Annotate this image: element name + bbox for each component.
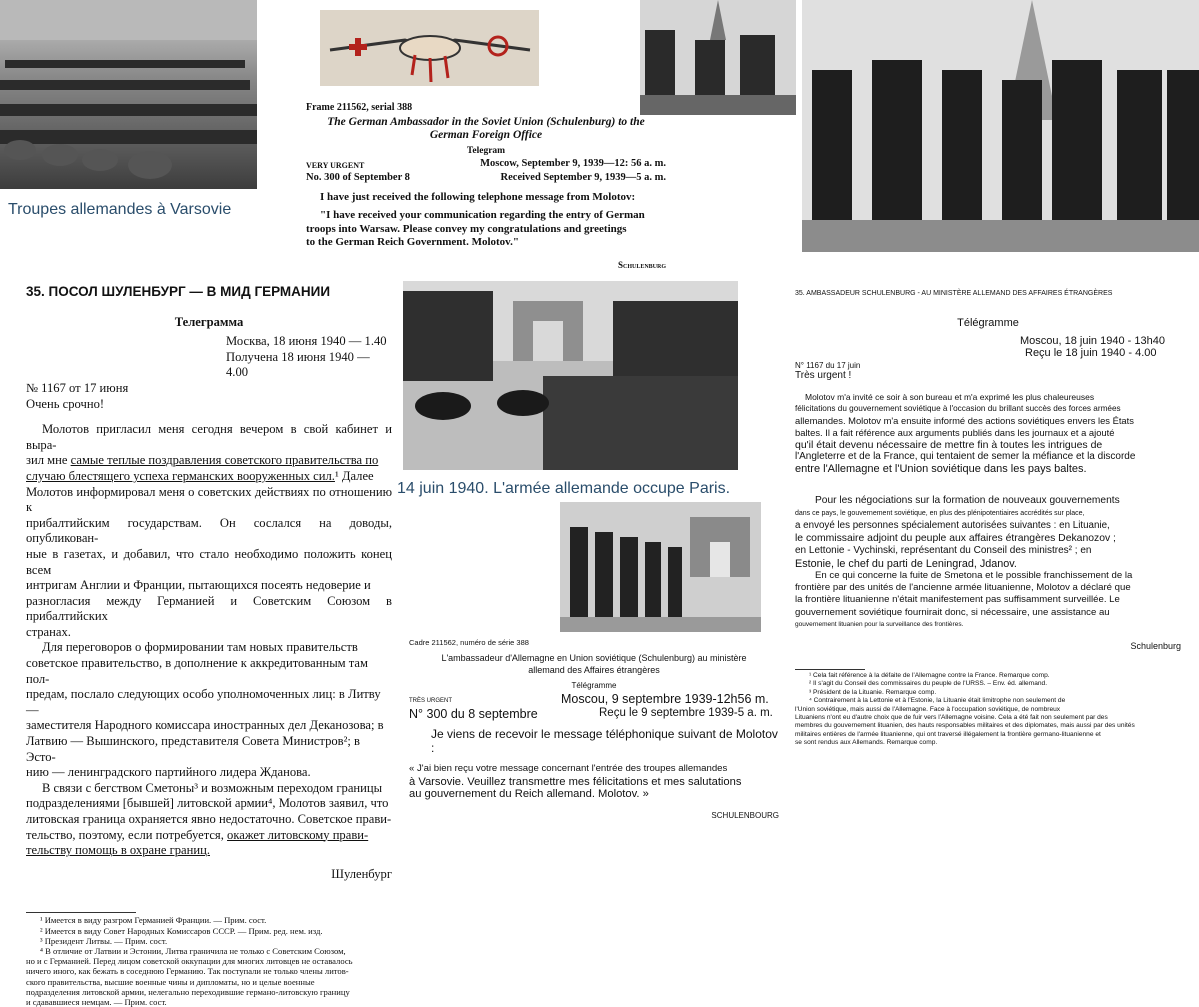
- urgency: TRÈS URGENT: [409, 698, 453, 704]
- message-number: N° 300 du 8 septembre: [409, 707, 538, 721]
- text-line: [26, 469, 392, 485]
- footnote: ³ Президент Литвы. — Прим. сост.: [40, 935, 168, 946]
- telegram-1940-fr: [795, 290, 1181, 748]
- text-line: la frontière lituanienne n'était manifestement pas suffisamment surveillée. Le: [795, 594, 1120, 606]
- urgency: Très urgent !: [795, 370, 852, 381]
- intro: Je viens de recevoir le message téléphonique suivant de Molotov :: [431, 727, 778, 755]
- telegram-type: Телеграмма: [174, 314, 244, 329]
- quote-line: au gouvernement du Reich allemand. Molotov. »: [409, 788, 649, 800]
- heading: 35. ПОСОЛ ШУЛЕНБУРГ — В МИД ГЕРМАНИИ: [26, 284, 331, 299]
- text-line: a envoyé les personnes spécialement autorisées suivantes : en Lituanie,: [795, 520, 1110, 531]
- telegram-header-block: [306, 158, 666, 188]
- footnote: ¹ Имеется в виду разгром Германией Франции. — Прим. сост.: [40, 915, 267, 926]
- footnote: se sont rendus aux Allemands. Remarque comp.: [795, 739, 938, 747]
- intro: I have just received the following telephone message from Molotov:: [320, 191, 636, 203]
- signature: SCHULENBOURG: [711, 810, 779, 820]
- sent-date: Moscow, September 9, 1939—12: 56 a. m.: [480, 158, 666, 169]
- telegram-type: Télégramme: [957, 317, 1019, 329]
- message-number: No. 300 of September 8: [306, 172, 410, 183]
- telegram-type: Télégramme: [571, 681, 617, 690]
- signature: Schulenburg: [617, 259, 666, 270]
- received-date: Received September 9, 1939—5 a. m.: [500, 172, 666, 183]
- footnote: ского правительства, высшие военные чины и дипломаты, но и целые военные: [26, 976, 315, 987]
- message-number: № 1167 от 17 июня: [26, 380, 129, 395]
- paragraph-1: [795, 391, 1181, 475]
- telegram-1940-ru: [26, 284, 392, 1007]
- received-date: Reçu le 18 juin 1940 - 4.00: [1025, 347, 1157, 359]
- footnote: Lituaniens n'ont eu d'autre choix que de fuir vers l'Allemagne voisine. Cela a été fait non seulement par des: [795, 714, 1108, 722]
- text-line: [26, 453, 392, 469]
- text-line: нию — ленинградского партийного лидера Жданова.: [26, 765, 311, 780]
- quote-line: "I have received your communication regarding the entry of German: [320, 209, 645, 221]
- telegram-type: Telegram: [466, 146, 506, 156]
- telegram-title: [409, 652, 779, 676]
- text-line: предам, послало следующих особо уполномоченных лиц: в Литву —: [26, 687, 381, 717]
- telegram-header-block: [409, 692, 779, 722]
- footnote: ⁴ В отличие от Латвии и Эстонии, Литва граничила не только с Советским Союзом,: [40, 945, 346, 956]
- text-line: литовская граница охраняется явно недостаточно. Советское прави-: [26, 812, 392, 826]
- frame-ref: Frame 211562, serial 388: [306, 102, 413, 113]
- paragraph-2: [795, 495, 1181, 570]
- quote-line: troops into Warsaw. Please convey my congratulations and greetings: [306, 222, 627, 235]
- urgency: VERY URGENT: [306, 161, 365, 170]
- text-line: Pour les négociations sur la formation de nouveaux gouvernements: [815, 495, 1120, 506]
- title-line: L'ambassadeur d'Allemagne en Union soviétique (Schulenburg) au ministère: [441, 653, 747, 663]
- text-line: en Lettonie - Vychinski, représentant du Conseil des ministres² ; en: [795, 545, 1092, 556]
- caption-warsaw: Troupes allemandes à Varsovie: [8, 201, 232, 218]
- footnote: ⁴ Contrairement à la Lettonie et à l'Estonie, la Lituanie était limitrophe non seulement de: [809, 697, 1066, 705]
- paragraph-1: [26, 422, 392, 640]
- text-line: заместителя Народного комиссара иностранных дел Деканозова; в: [26, 718, 384, 733]
- text-line: ные в газетах, и добавил, что стало необходимо положить конец всем: [26, 546, 392, 577]
- text-line: Для переговоров о формировании там новых правительств: [42, 640, 358, 655]
- received-date: Получена 18 июня 1940 — 4.00: [226, 349, 370, 380]
- text: тельство, поэтому, если потребуется,: [26, 827, 228, 842]
- text-line: le commissaire adjoint du peuple aux affaires étrangères Dekanozov ;: [795, 532, 1116, 544]
- photo-troops-warsaw: [0, 0, 257, 189]
- text-line: [26, 828, 392, 844]
- telegram-1939-fr: [409, 638, 779, 820]
- text-line: В связи с бегством Сметоны³ и возможным переходом границы: [42, 780, 383, 795]
- title-line: German Foreign Office: [429, 129, 543, 141]
- photo-arc-march: [560, 502, 761, 632]
- footnote-divider: [26, 912, 136, 913]
- telegram-1939-en: [306, 102, 666, 270]
- footnote: ² Il s'agit du Conseil des commissaires du peuple de l'URSS. – Env. éd. allemand.: [809, 680, 1048, 688]
- sent-date: Москва, 18 июня 1940 — 1.40: [226, 334, 387, 349]
- underlined-assistance-end: тельству помощь в охране границ.: [26, 843, 210, 858]
- paragraph-2: [26, 640, 392, 780]
- text-line: gouvernement soviétique fournirait donc, si nécessaire, une assistance au: [795, 606, 1110, 618]
- text: зил мне: [26, 453, 71, 468]
- footnote: militaires entières de l'armée lituanienne, qui ont traversé illégalement la frontière germano-lituanienne et: [795, 730, 1101, 738]
- telegram-title: [306, 116, 666, 142]
- text-line: разногласия между Германией и Советским Союзом в прибалтийских: [26, 593, 392, 624]
- message-number: N° 1167 du 17 juin: [795, 361, 861, 370]
- text-line: l'Angleterre et de la France, qui tentaient de semer la méfiance et la discorde: [795, 451, 1136, 462]
- text-line: entre l'Allemagne et l'Union soviétique dans les pays baltes.: [795, 463, 1087, 475]
- footnote: ¹ Cela fait référence à la défaite de l'Allemagne contre la France. Remarque comp.: [809, 672, 1050, 680]
- frame-ref: Cadre 211562, numéro de série 388: [409, 638, 529, 647]
- text-line: frontière par des unités de l'ancienne armée lituanienne, Molotov a déclaré que: [795, 582, 1131, 594]
- text-line: baltes. Il a fait référence aux arguments publiés dans les journaux et a ajouté: [795, 427, 1115, 438]
- photo-officers-eiffel-small: [640, 0, 796, 115]
- title-line: allemand des Affaires étrangères: [528, 665, 660, 675]
- text-line: Молотов информировал меня о советских действиях по отношению к: [26, 484, 392, 515]
- text-line: Латвию — Вышинского, представителя Совета Министров²; в Эсто-: [26, 734, 360, 764]
- quote-line: à Varsovie. Veuillez transmettre mes félicitations et mes salutations: [409, 775, 742, 788]
- text-line: En ce qui concerne la fuite de Smetona et le possible franchissement de la: [815, 570, 1133, 581]
- caption-paris: 14 juin 1940. L'armée allemande occupe Paris.: [397, 480, 731, 497]
- underlined-congratulations: самые теплые поздравления советского правительства по: [70, 453, 379, 468]
- text-line: allemandes. Molotov m'a ensuite informé des actions soviétiques envers les États: [795, 415, 1134, 426]
- text: ¹ Далее: [334, 468, 374, 483]
- footnotes: [26, 915, 392, 1007]
- underlined-success: случаю блестящего успеха германских вооруженных сил.: [26, 468, 335, 483]
- text-line: интригам Англии и Франции, пытающихся посеять недоверие и: [26, 578, 371, 593]
- signature: Schulenburg: [1130, 641, 1181, 652]
- footnotes: [795, 672, 1181, 748]
- quote-line: to the German Reich Government. Molotov.": [306, 236, 519, 248]
- text-line: прибалтийским государствам. Он сослался на доводы, опубликован-: [26, 515, 392, 546]
- text-line: qu'il était devenu nécessaire de mettre fin à toutes les intrigues de: [795, 439, 1103, 451]
- heading: 35. AMBASSADEUR SCHULENBURG - AU MINISTÈRE ALLEMAND DES AFFAIRES ÉTRANGÈRES: [795, 290, 1113, 297]
- text-line: dans ce pays, le gouvernement soviétique, en plus des plénipotentiaires accrédités sur place,: [795, 509, 1085, 517]
- text-line: Estonie, le chef du parti de Leningrad, Jdanov.: [795, 557, 1017, 570]
- footnote: и сдававшиеся немцам. — Прим. сост.: [26, 997, 167, 1007]
- photo-arc-cavalry: [403, 281, 738, 470]
- quote-line: « J'ai bien reçu votre message concernant l'entrée des troupes allemandes: [409, 763, 728, 774]
- footnote: ³ Président de la Lituanie. Remarque comp.: [809, 688, 937, 696]
- text-line: Molotov m'a invité ce soir à son bureau et m'a exprimé les plus chaleureuses: [805, 392, 1095, 402]
- photo-officers-eiffel-large: [802, 0, 1199, 252]
- footnote: l'Union soviétique, mais aussi de l'Allemagne. Face à l'occupation soviétique, de nombreux: [795, 705, 1061, 713]
- text-line: Молотов пригласил меня сегодня вечером в свой кабинет и выра-: [26, 422, 392, 452]
- paragraph-3: [26, 781, 392, 859]
- footnote-divider: [795, 669, 865, 670]
- cartoon-pact-handshake: [320, 10, 539, 86]
- molotov-quote: [306, 209, 666, 250]
- underlined-assistance: окажет литовскому прави-: [227, 827, 369, 842]
- footnote: подразделения литовской армии, нелегально переходившие германо-литовскую границу: [26, 986, 350, 997]
- footnote: ² Имеется в виду Совет Народных Комиссаров СССР. — Прим. ред. нем. изд.: [40, 925, 323, 936]
- text-line: félicitations du gouvernement soviétique à l'occasion du brillant succès des forces armées: [795, 404, 1121, 413]
- received-date: Reçu le 9 septembre 1939-5 a. m.: [599, 707, 773, 719]
- title-line: The German Ambassador in the Soviet Union (Schulenburg) to the: [327, 116, 645, 128]
- text-line: странах.: [26, 624, 71, 639]
- footnote: ничего иного, как бежать в соседнюю Германию. Так поступали не только члены литов-: [26, 966, 349, 977]
- sent-date: Moscou, 9 septembre 1939-12h56 m.: [561, 692, 769, 706]
- text-line: gouvernement lituanien pour la surveillance des frontières.: [795, 620, 964, 628]
- sent-date: Moscou, 18 juin 1940 - 13h40: [1020, 335, 1165, 347]
- text-line: подразделениями [бывшей] литовской армии⁴, Молотов заявил, что: [26, 796, 389, 811]
- text-line: советское правительство, в дополнение к аккредитованным там пол-: [26, 656, 368, 686]
- footnote: но и с Германией. Перед лицом советской оккупации для многих литовцев не оставалось: [26, 956, 353, 967]
- footnote: membres du gouvernement lituanien, des hauts responsables militaires et des diplomates, mais aussi par des unités: [795, 722, 1135, 730]
- signature: Шуленбург: [331, 866, 392, 881]
- paragraph-3: [795, 570, 1181, 631]
- molotov-quote: [409, 763, 779, 801]
- urgency: Очень срочно!: [26, 396, 105, 411]
